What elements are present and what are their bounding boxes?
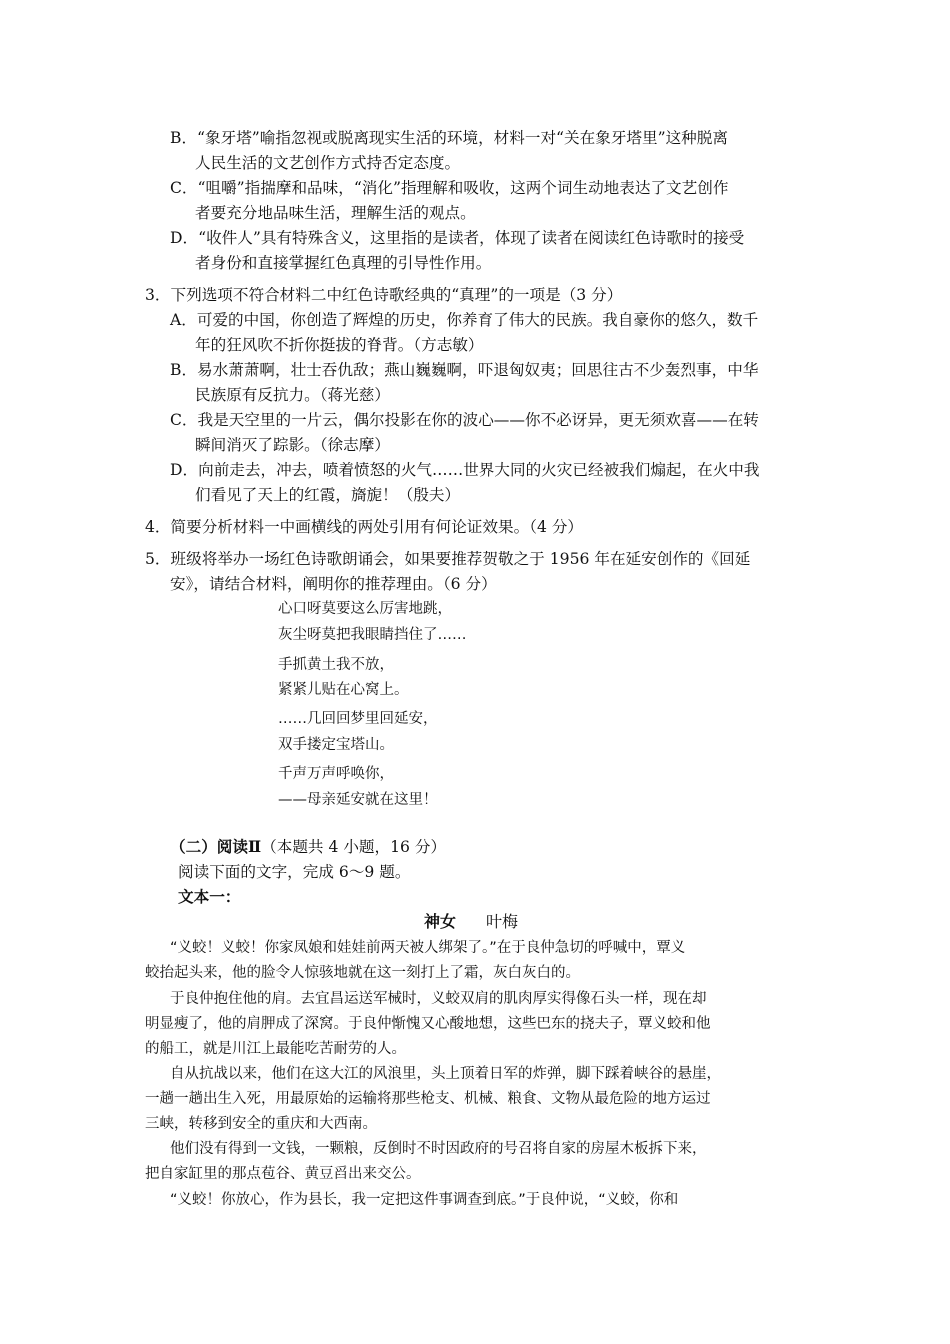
q3-option-a-line2: 年的狂风吹不折你挺拔的脊背。（方志敏） — [195, 336, 484, 354]
story-line: 他们没有得到一文钱，一颗粮，反倒时不时因政府的号召将自家的房屋木板拆下来， — [170, 1141, 707, 1157]
q3-option-b-line2: 民族原有反抗力。（蒋光慈） — [195, 386, 390, 404]
story-line: 自从抗战以来，他们在这大江的风浪里，头上顶着日军的炸弹，脚下踩着峡谷的悬崖， — [170, 1066, 721, 1082]
q5-stem-line2: 安》，请结合材料，阐明你的推荐理由。（6 分） — [170, 575, 497, 593]
poem-line: ……几回回梦里回延安， — [278, 711, 438, 727]
story-line: 于良仲抱住他的肩。去宜昌运送军械时，义蛟双肩的肌肉厚实得像石头一样，现在却 — [170, 991, 707, 1007]
story-line: 明显瘦了，他的肩胛成了深窝。于良仲惭愧又心酸地想，这些巴东的挠夫子，覃义蛟和他 — [145, 1016, 711, 1032]
q3-option-b-line1: B．易水萧萧啊，壮士吞仇敌；燕山巍巍啊，吓退匈奴夷；回思往古不少轰烈事，中华 — [170, 361, 759, 379]
section-heading-note: （本题共 4 小题，16 分） — [261, 838, 447, 856]
story-line: “义蛟！你放心，作为县长，我一定把这件事调查到底。”于良仲说，“义蛟，你和 — [170, 1192, 679, 1208]
q2-option-b-line1: B．“象牙塔”喻指忽视或脱离现实生活的环境，材料一对“关在象牙塔里”这种脱离 — [170, 129, 728, 147]
story-line: 的船工，就是川江上最能吃苦耐劳的人。 — [145, 1041, 406, 1057]
q3-option-a-line1: A．可爱的中国，你创造了辉煌的历史，你养育了伟大的民族。我自豪你的悠久，数千 — [170, 311, 759, 329]
poem-line: 手抓黄土我不放， — [278, 657, 394, 673]
q2-option-d-line2: 者身份和直接掌握红色真理的引导性作用。 — [195, 254, 492, 272]
q3-option-c-line1: C．我是天空里的一片云，偶尔投影在你的波心——你不必讶异，更无须欢喜——在转 — [170, 411, 759, 429]
story-line: “义蛟！义蛟！你家凤娘和娃娃前两天被人绑架了。”在于良仲急切的呼喊中，覃义 — [170, 940, 686, 956]
poem-line: 双手搂定宝塔山。 — [278, 737, 394, 753]
text-one-label: 文本一： — [178, 887, 241, 906]
q5-stem-line1: 5．班级将举办一场红色诗歌朗诵会，如果要推荐贺敬之于 1956 年在延安创作的《回延 — [145, 550, 751, 568]
poem-line: 紧紧儿贴在心窝上。 — [278, 682, 409, 698]
q2-option-b-line2: 人民生活的文艺创作方式持否定态度。 — [195, 154, 461, 172]
q2-option-c-line1: C．“咀嚼”指揣摩和品味，“消化”指理解和吸收，这两个词生动地表达了文艺创作 — [170, 179, 729, 197]
story-author: 叶梅 — [486, 912, 519, 931]
story-line: 三峡，转移到安全的重庆和大西南。 — [145, 1116, 377, 1132]
q3-option-d-line1: D．向前走去，冲去，喷着愤怒的火气……世界大同的火灾已经被我们煽起，在火中我 — [170, 461, 760, 479]
q4-stem: 4．简要分析材料一中画横线的两处引用有何论证效果。（4 分） — [145, 518, 584, 536]
q2-option-c-line2: 者要充分地品味生活，理解生活的观点。 — [195, 204, 476, 222]
story-title-line — [424, 912, 518, 932]
q3-option-c-line2: 瞬间消灭了踪影。（徐志摩） — [195, 436, 390, 454]
story-title: 神女 — [424, 912, 457, 931]
section-heading — [170, 837, 446, 857]
poem-line: 灰尘呀莫把我眼睛挡住了…… — [278, 627, 467, 643]
section-heading-title: （二）阅读Ⅱ — [170, 837, 262, 856]
q3-stem: 3．下列选项不符合材料二中红色诗歌经典的“真理”的一项是（3 分） — [145, 286, 623, 304]
poem-line: 心口呀莫要这么厉害地跳， — [278, 601, 452, 617]
poem-line: ——母亲延安就在这里！ — [278, 792, 438, 808]
section-instruction: 阅读下面的文字，完成 6～9 题。 — [178, 863, 411, 881]
story-line: 一趟一趟出生入死，用最原始的运输将那些枪支、机械、粮食、文物从最危险的地方运过 — [145, 1091, 711, 1107]
q3-option-d-line2: 们看见了天上的红霞，旖旎！（殷夫） — [195, 486, 461, 504]
story-line: 蛟抬起头来，他的脸令人惊骇地就在这一刻打上了霜，灰白灰白的。 — [145, 965, 580, 981]
story-line: 把自家缸里的那点苞谷、黄豆舀出来交公。 — [145, 1166, 421, 1182]
q2-option-d-line1: D．“收件人”具有特殊含义，这里指的是读者，体现了读者在阅读红色诗歌时的接受 — [170, 229, 745, 247]
poem-line: 千声万声呼唤你， — [278, 766, 394, 782]
